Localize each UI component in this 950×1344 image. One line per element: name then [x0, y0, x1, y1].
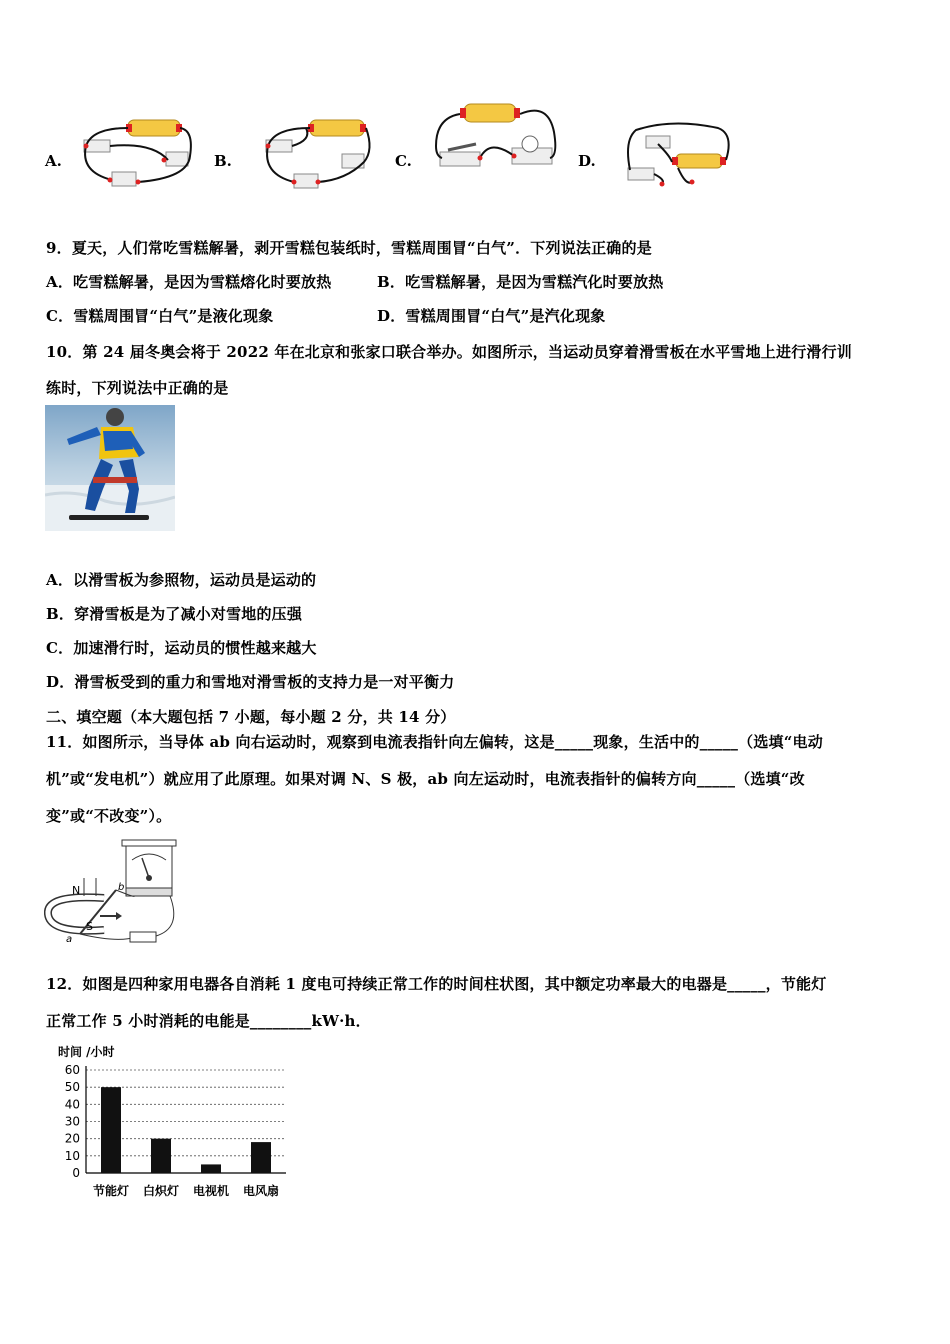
chart-y-tick-label: 30 [64, 1114, 80, 1129]
chart-x-tick-label: 电视机 [192, 1184, 230, 1198]
circuit-diagram-d-icon [622, 120, 732, 192]
electromagnetic-induction-diagram-icon [44, 838, 184, 950]
chart-x-tick-label: 白炽灯 [142, 1184, 180, 1198]
circuit-diagram-c-icon [430, 98, 562, 188]
chart-y-tick-label: 60 [64, 1063, 80, 1077]
q10-option-c: C．加速滑行时，运动员的惯性越来越大 [46, 639, 317, 657]
q11-line1: 11．如图所示，当导体 ab 向右运动时，观察到电流表指针向左偏转，这是_____现象，生活中的_____（选填“电动 [46, 733, 823, 751]
q10-option-a: A．以滑雪板为参照物，运动员是运动的 [46, 571, 317, 589]
q10-stem-line2: 练时，下列说法中正确的是 [46, 379, 229, 397]
chart-y-tick-label: 10 [64, 1148, 80, 1163]
chart-y-tick-label: 50 [64, 1080, 80, 1095]
usage-time-bar-chart [50, 1040, 300, 1205]
section-2-heading: 二、填空题（本大题包括 7 小题，每小题 2 分，共 14 分） [46, 708, 456, 726]
q11-line2: 机”或“发电机”）就应用了此原理。如果对调 N、S 极，ab 向左运动时，电流表指针的偏转方向_____（选填“改 [46, 770, 805, 788]
chart-x-tick-label: 节能灯 [92, 1184, 130, 1198]
chart-x-tick-label: 电风扇 [242, 1184, 280, 1198]
chart-bar-1 [101, 1087, 121, 1173]
chart-y-tick-label: 40 [64, 1097, 80, 1112]
point-a-label: a [66, 934, 73, 945]
chart-bar-3 [201, 1164, 221, 1173]
chart-bar-2 [151, 1139, 171, 1173]
option-d-label: D. [578, 152, 596, 170]
q9-option-d: D．雪糕周围冒“白气”是汽化现象 [377, 307, 606, 325]
q12-line2: 正常工作 5 小时消耗的电能是________kW·h． [46, 1012, 371, 1030]
snowboarder-photo-icon [45, 405, 175, 531]
chart-y-tick-label: 20 [64, 1131, 80, 1146]
option-b-label: B. [214, 152, 232, 170]
q9-option-a: A．吃雪糕解暑，是因为雪糕熔化时要放热 [46, 273, 332, 291]
q11-line3: 变”或“不改变”）。 [46, 807, 172, 825]
s-pole-label: S [86, 920, 93, 933]
q12-line1: 12．如图是四种家用电器各自消耗 1 度电可持续正常工作的时间柱状图，其中额定功率最大的电器是_____，节能灯 [46, 975, 827, 993]
q10-option-d: D．滑雪板受到的重力和雪地对滑雪板的支持力是一对平衡力 [46, 673, 455, 691]
chart-bar-4 [251, 1142, 271, 1173]
q9-option-b: B．吃雪糕解暑，是因为雪糕汽化时要放热 [377, 273, 664, 291]
chart-y-tick-label: 0 [72, 1166, 80, 1180]
option-c-label: C. [395, 152, 412, 170]
q9-option-c: C．雪糕周围冒“白气”是液化现象 [46, 307, 274, 325]
circuit-diagram-a-icon [72, 112, 200, 194]
n-pole-label: N [72, 884, 81, 897]
circuit-diagram-b-icon [250, 110, 380, 196]
chart-y-axis-label: 时间 /小时 [58, 1045, 115, 1059]
q10-option-b: B．穿滑雪板是为了减小对雪地的压强 [46, 605, 303, 623]
point-b-label: b [118, 882, 125, 893]
q9-stem: 9．夏天，人们常吃雪糕解暑，剥开雪糕包装纸时，雪糕周围冒“白气”．下列说法正确的是 [46, 239, 652, 257]
q10-stem-line1: 10．第 24 届冬奥会将于 2022 年在北京和张家口联合举办。如图所示，当运动员穿着滑雪板在水平雪地上进行滑行训 [46, 343, 852, 361]
option-a-label: A. [45, 152, 62, 170]
